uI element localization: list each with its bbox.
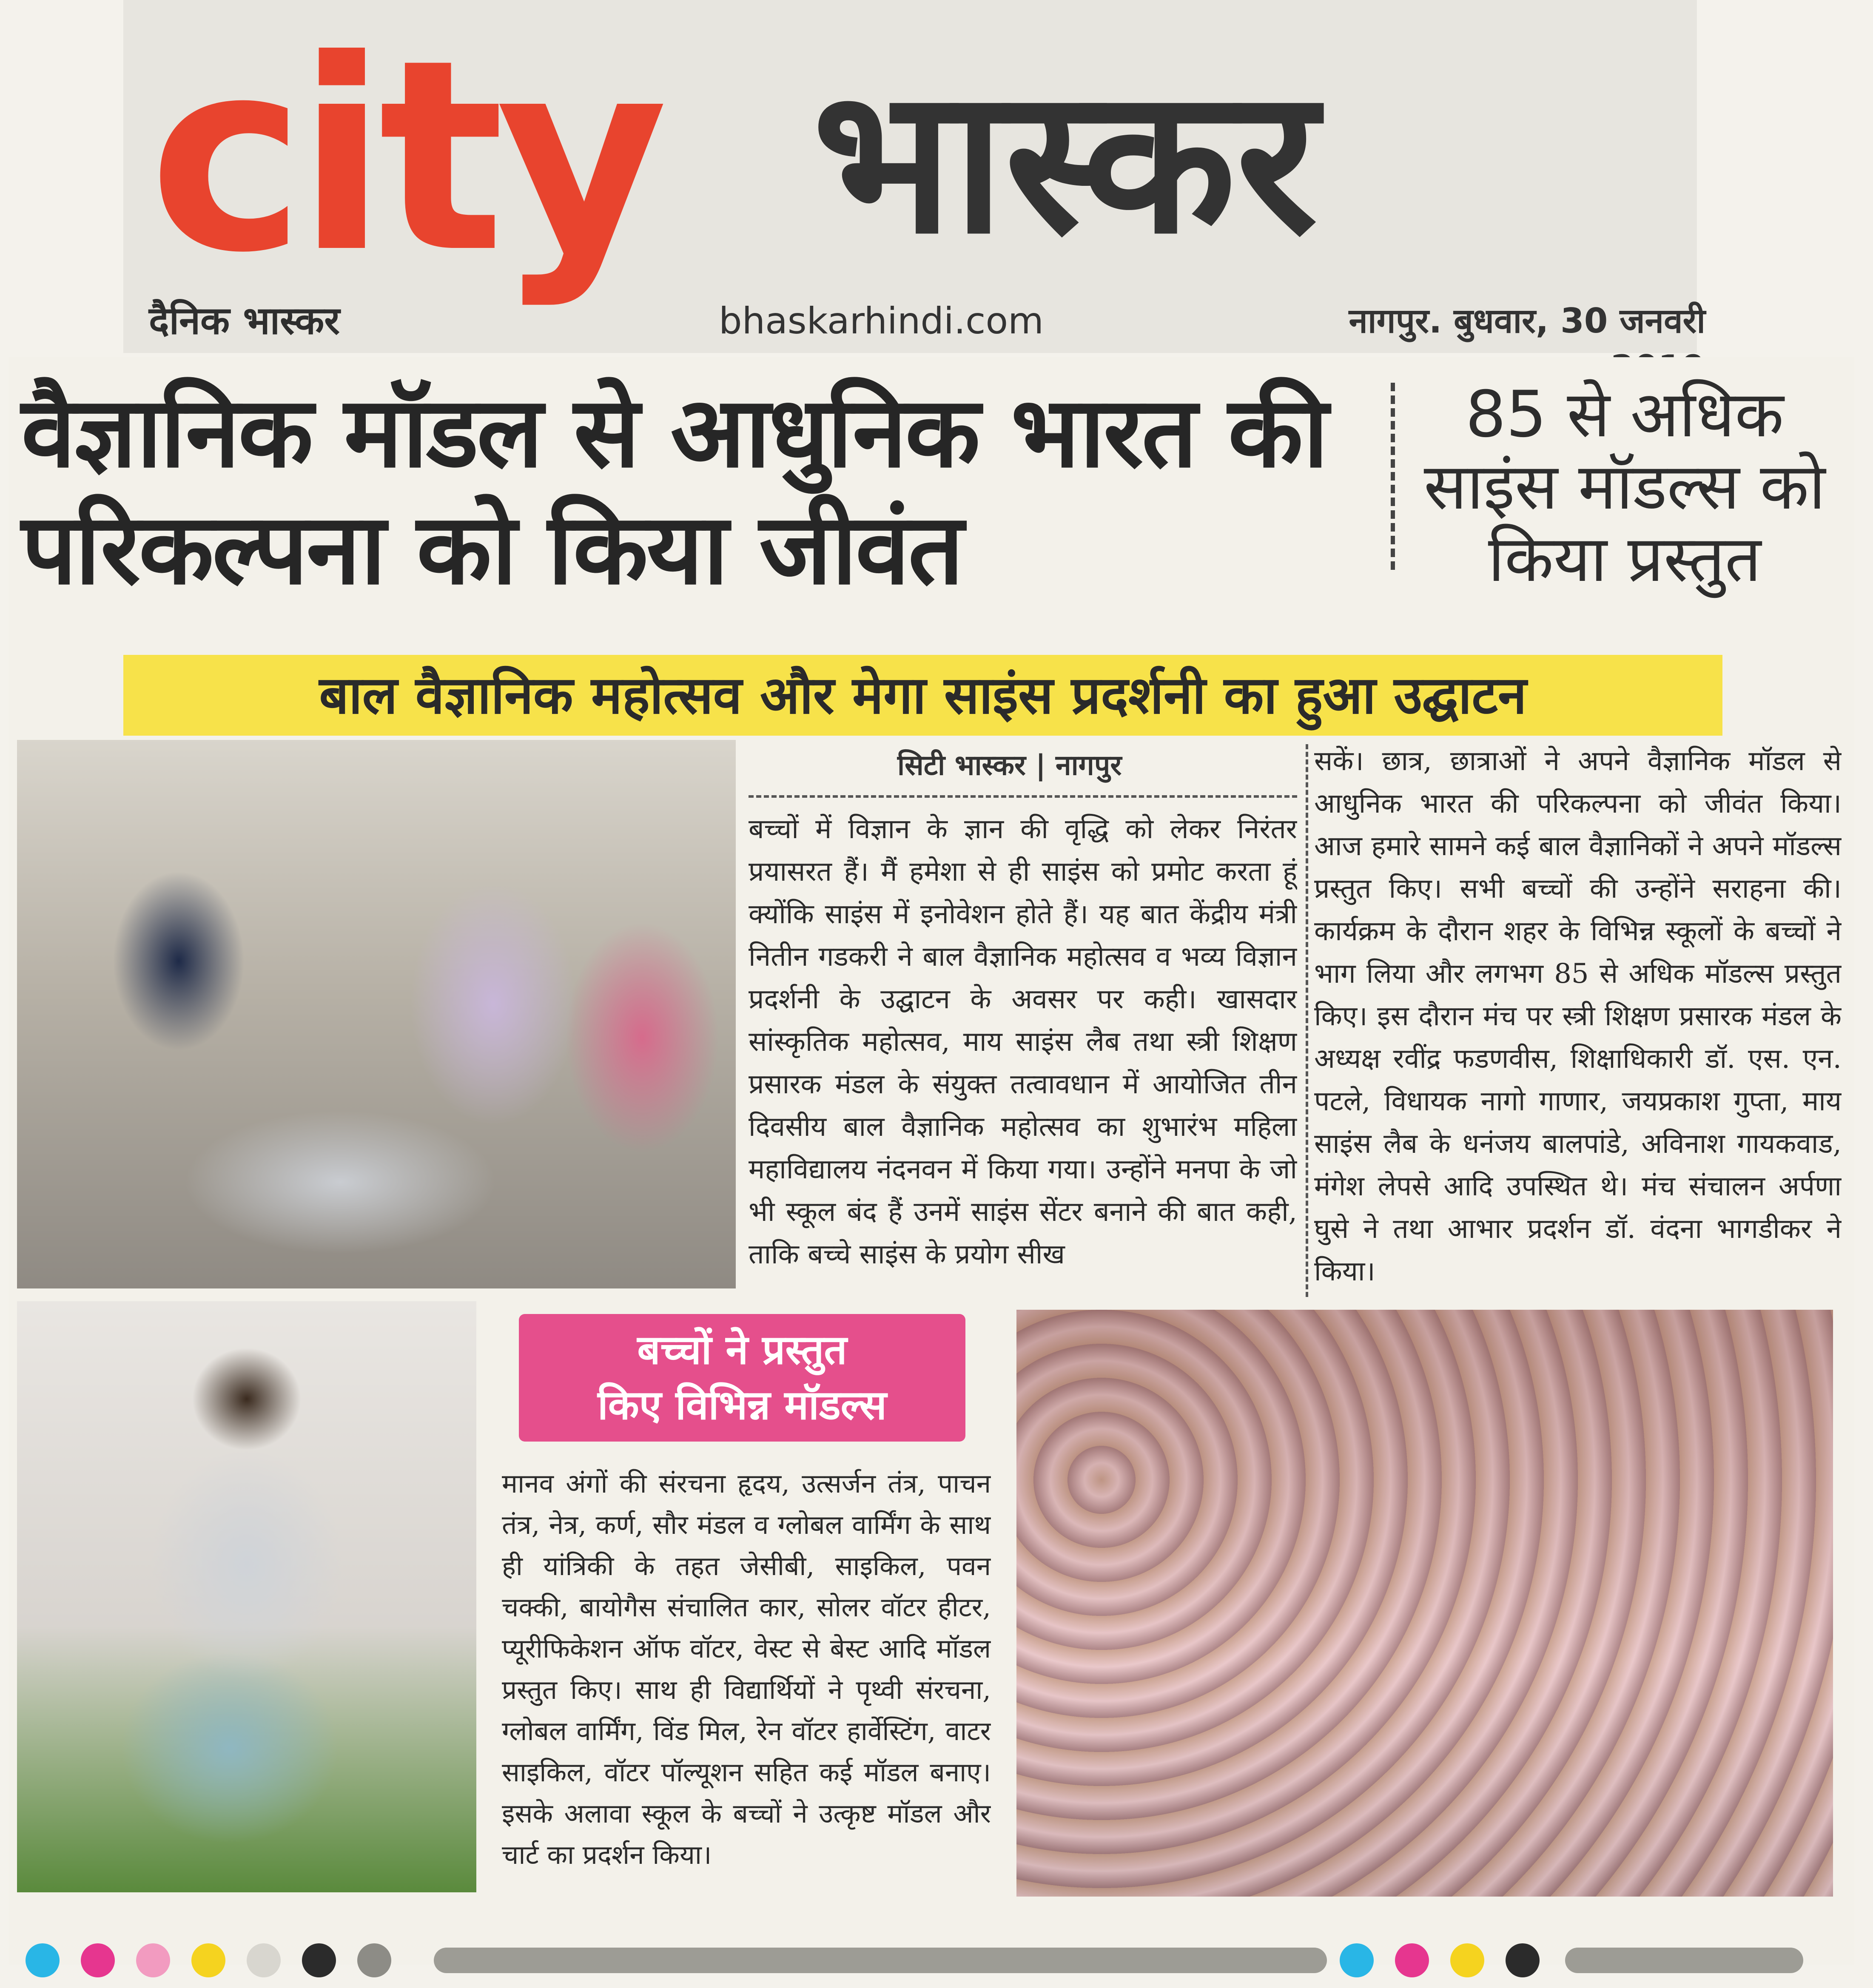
- registration-dot-gray: [357, 1943, 391, 1977]
- registration-dot-cyan: [26, 1943, 60, 1977]
- photo-student-with-model: [17, 1301, 476, 1892]
- registration-dot-magenta: [1395, 1943, 1429, 1977]
- registration-dot-black: [1506, 1943, 1540, 1977]
- brand-logo-city: city: [149, 4, 660, 310]
- photo-students-audience: [1016, 1310, 1833, 1897]
- website-url: bhaskarhindi.com: [719, 300, 1044, 342]
- sidebar-body: मानव अंगों की संरचना हृदय, उत्सर्जन तंत्र, पाचन तंत्र, नेत्र, कर्ण, सौर मंडल व ग्लोबल वार्मिंग के साथ ही यांत्रिकी के तहत जेसीबी, साइकिल, पवन चक्की, बायोगैस संचालित कार, सोलर वॉटर हीटर, प्यूरीफिकेशन ऑफ वॉटर, वेस्ट से बेस्ट आदि मॉडल प्रस्तुत किए। साथ ही विद्यार्थियों ने पृथ्वी संरचना, ग्लोबल वार्मिंग, विंड मिल, रेन वॉटर हार्वेस्टिंग, वाटर साइकिल, वॉटर पॉल्यूशन सहित कई मॉडल बनाए। इसके अलावा स्कूल के बच्चों ने उत्कृष्ट मॉडल और चार्ट का प्रदर्शन किया।: [502, 1468, 991, 1870]
- registration-dot-pink: [136, 1943, 170, 1977]
- sidebar-title-line-1: बच्चों ने प्रस्तुत: [637, 1327, 847, 1374]
- color-registration-strip: [26, 1943, 1812, 1982]
- column-divider: [1306, 744, 1308, 1297]
- registration-dot-light: [247, 1943, 281, 1977]
- photo-minister-at-exhibit: [17, 740, 736, 1288]
- article-column-1: बच्चों में विज्ञान के ज्ञान की वृद्धि को लेकर निरंतर प्रयासरत हैं। मैं हमेशा से ही साइंस को प्रमोट करता हूं क्योंकि साइंस में इनोवेशन होते हैं। यह बात केंद्रीय मंत्री नितीन गडकरी ने बाल वैज्ञानिक महोत्सव व भव्य विज्ञान प्रदर्शनी के उद्घाटन के अवसर पर कही। खासदार सांस्कृतिक महोत्सव, माय साइंस लैब तथा स्त्री शिक्षण प्रसारक मंडल के संयुक्त तत्वावधान में आयोजित तीन दिवसीय बाल वैज्ञानिक महोत्सव का शुभारंभ महिला महाविद्यालय नंदनवन में किया गया। उन्होंने मनपा के जो भी स्कूल बंद हैं उनमें साइंस सेंटर बनाने की बात कही, ताकि बच्चे साइंस के प्रयोग सीख: [749, 813, 1297, 1270]
- registration-dot-magenta: [81, 1943, 115, 1977]
- headline: वैज्ञानिक मॉडल से आधुनिक भारत की परिकल्पना को किया जीवंत: [21, 376, 1327, 606]
- sidebar-title-line-2: किए विभिन्न मॉडल्स: [598, 1382, 887, 1429]
- brand-subtitle: दैनिक भास्कर: [149, 299, 340, 343]
- byline: सिटी भास्कर | नागपुर: [897, 749, 1122, 782]
- registration-dot-yellow: [191, 1943, 225, 1977]
- sidebar-title-box: [519, 1314, 965, 1442]
- registration-bar: [1565, 1948, 1803, 1973]
- article-column-2: सकें। छात्र, छात्राओं ने अपने वैज्ञानिक मॉडल से आधुनिक भारत की परिकल्पना को जीवंत किया। आज हमारे सामने कई बाल वैज्ञानिकों ने अपने मॉडल्स प्रस्तुत किए। सभी बच्चों की उन्होंने सराहना की। कार्यक्रम के दौरान शहर के विभिन्न स्कूलों के बच्चों ने भाग लिया और लगभग 85 से अधिक मॉडल्स प्रस्तुत किए। इस दौरान मंच पर स्त्री शिक्षण प्रसारक मंडल के अध्यक्ष रवींद्र फडणवीस, शिक्षाधिकारी डॉ. एस. एन. पटले, विधायक नागो गाणार, जयप्रकाश गुप्ता, माय साइंस लैब के धनंजय बालपांडे, अविनाश गायकवाड, मंगेश लेपसे आदि उपस्थित थे। मंच संचालन अर्पणा घुसे ने तथा आभार प्रदर्शन डॉ. वंदना भागडीकर ने किया।: [1314, 745, 1842, 1287]
- registration-dot-yellow: [1450, 1943, 1484, 1977]
- subheadline: बाल वैज्ञानिक महोत्सव और मेगा साइंस प्रदर्शनी का हुआ उद्घाटन: [123, 655, 1722, 736]
- brand-logo-bhaskar: भास्कर: [812, 45, 1318, 278]
- registration-bar: [434, 1948, 1327, 1973]
- masthead: [123, 0, 1705, 353]
- byline-rule: [749, 795, 1297, 798]
- dateline: नागपुर. बुधवार, 30 जनवरी: [1349, 301, 1705, 341]
- article: [9, 357, 1854, 1965]
- side-headline: 85 से अधिक साइंस मॉडल्स को किया प्रस्तुत: [1423, 378, 1826, 596]
- registration-dot-black: [302, 1943, 336, 1977]
- registration-dot-cyan: [1340, 1943, 1374, 1977]
- headline-divider: [1391, 383, 1395, 570]
